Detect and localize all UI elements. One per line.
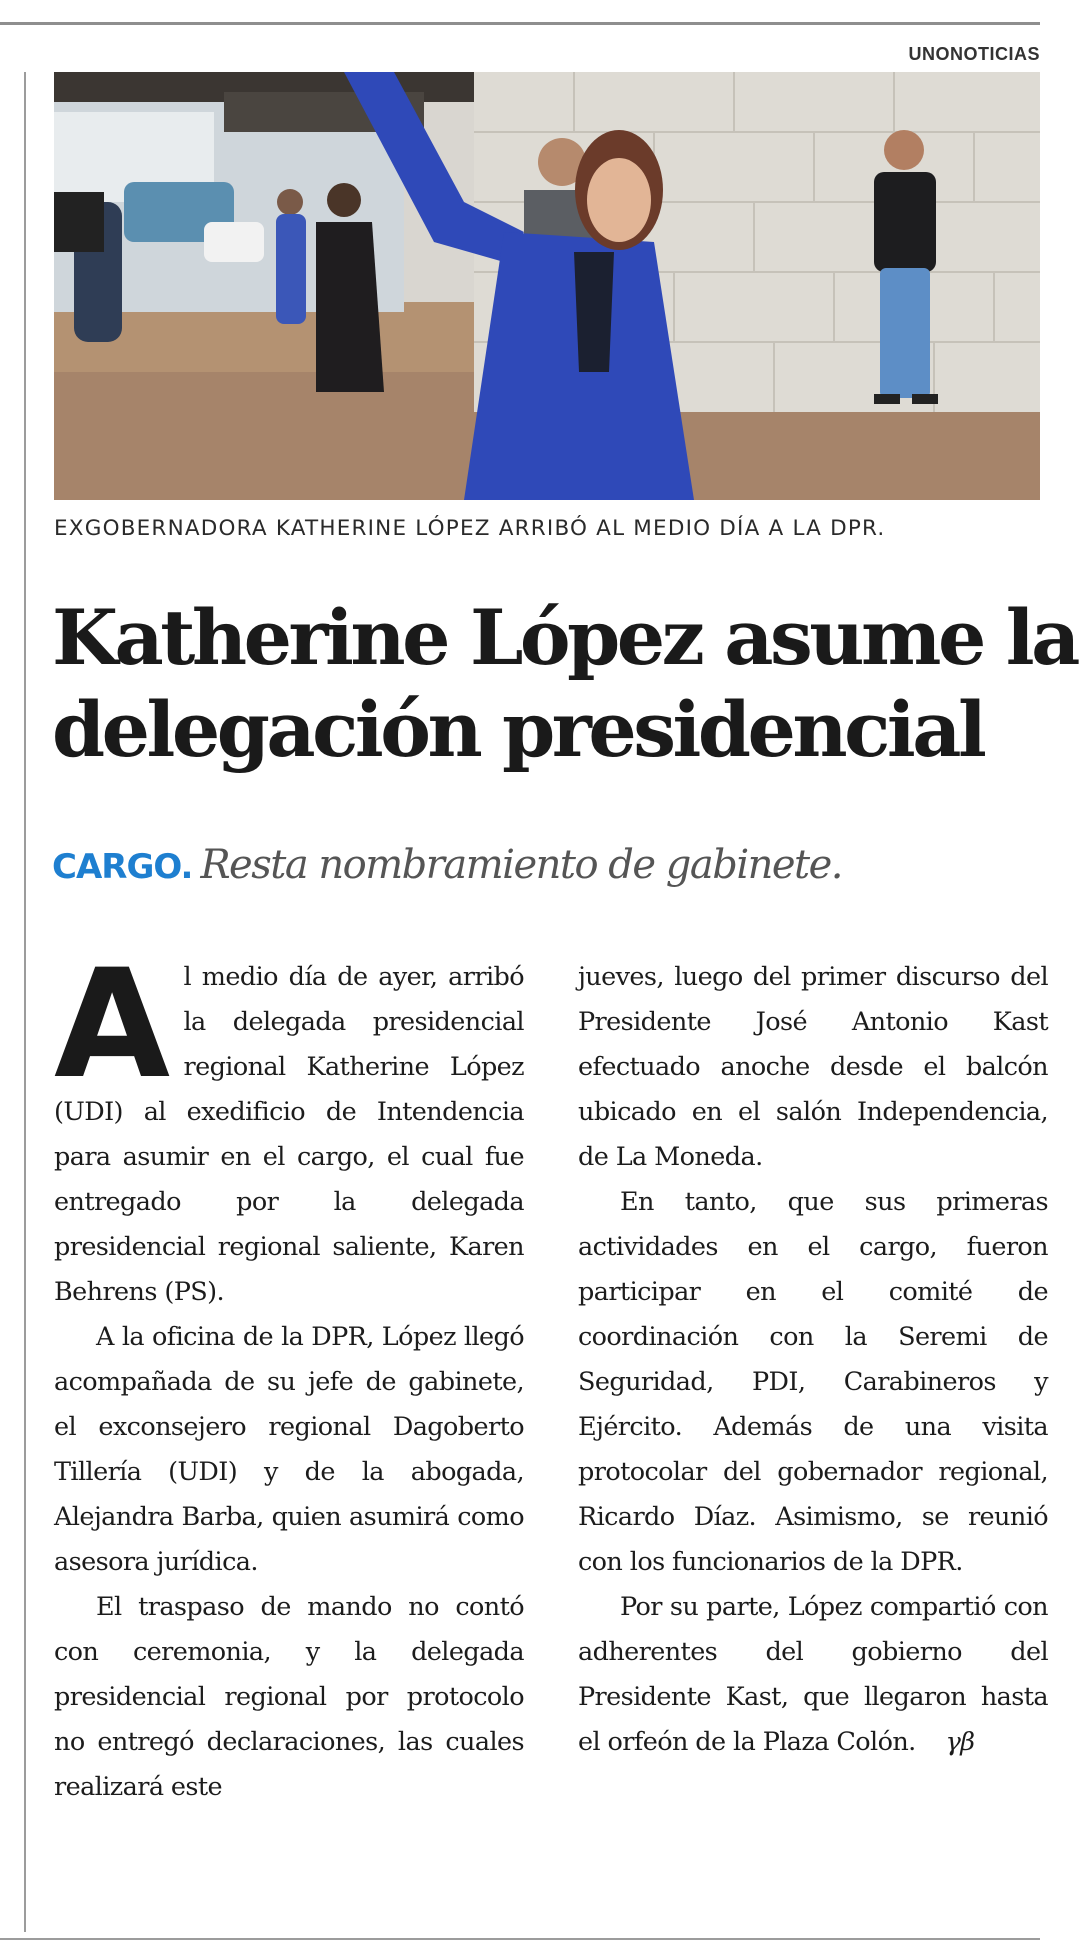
section-label: UNONOTICIAS bbox=[908, 44, 1040, 64]
bottom-rule bbox=[0, 1938, 1040, 1940]
photo-camera bbox=[54, 192, 104, 252]
paragraph-2: A la oficina de la DPR, López llegó acompañada de su jefe de gabinete, el exconsejero regional Dagoberto Tillería (UDI) y de la abogada, Alejandra Barba, quien asumirá como asesora jurídica. bbox=[54, 1322, 524, 1577]
photo-illustration bbox=[54, 72, 1040, 500]
paragraph-5 bbox=[578, 1585, 1048, 1765]
end-mark: γβ bbox=[945, 1727, 975, 1757]
kicker-label: CARGO. bbox=[52, 847, 193, 887]
photo-person-head bbox=[277, 189, 303, 215]
photo-caption: EXGOBERNADORA KATHERINE LÓPEZ ARRIBÓ AL MEDIO DÍA A LA DPR. bbox=[54, 516, 886, 541]
kicker-text: Resta nombramiento de gabinete. bbox=[200, 842, 843, 888]
photo-person-head bbox=[327, 183, 361, 217]
photo-man-right-shirt bbox=[874, 172, 936, 272]
paragraph-3-continued: jueves, luego del primer discurso del Presidente José Antonio Kast efectuado anoche desde el balcón ubicado en el salón Independencia, de La Moneda. bbox=[578, 962, 1048, 1172]
photo-face bbox=[587, 158, 651, 242]
photo-shoe bbox=[912, 394, 938, 404]
left-column-rule bbox=[24, 72, 26, 1932]
paragraph-5-text: Por su parte, López compartió con adherentes del gobierno del Presidente Kast, que llegaron hasta el orfeón de la Plaza Colón. bbox=[578, 1592, 1048, 1757]
article-column-1 bbox=[54, 938, 524, 1810]
photo-person-blue bbox=[276, 214, 306, 324]
photo-man-right-jeans bbox=[880, 268, 930, 398]
headline-line-1: Katherine López asume la bbox=[52, 593, 1077, 682]
paragraph-4: En tanto, que sus primeras actividades en el cargo, fueron participar en el comité de coordinación con la Seremi de Seguridad, PDI, Carabineros y Ejército. Además de una visita protocolar del gobernador regional, Ricardo Díaz. Asimismo, se reunió con los funcionarios de la DPR. bbox=[578, 1187, 1048, 1577]
photo-man-right-head bbox=[884, 130, 924, 170]
drop-cap: A bbox=[54, 938, 170, 1112]
photo-car bbox=[204, 222, 264, 262]
paragraph-1-text: l medio día de ayer, arribó la delegada presidencial regional Katherine López (UDI) al exedificio de Intendencia para asumir en el cargo, el cual fue entregado por la delegada presidencial regional saliente, Karen Behrens (PS). bbox=[54, 962, 524, 1307]
paragraph-1 bbox=[54, 938, 524, 1315]
top-rule bbox=[0, 22, 1040, 25]
photo-blouse bbox=[574, 252, 614, 372]
photo-person-black bbox=[316, 222, 384, 392]
headline bbox=[52, 592, 1077, 776]
article-column-2 bbox=[578, 955, 1048, 1765]
kicker bbox=[52, 842, 842, 888]
headline-line-2: delegación presidencial bbox=[52, 685, 984, 774]
news-photo bbox=[54, 72, 1040, 500]
paragraph-3: El traspaso de mando no contó con ceremonia, y la delegada presidencial regional por protocolo no entregó declaraciones, las cuales realizará este bbox=[54, 1592, 524, 1802]
photo-shoe bbox=[874, 394, 900, 404]
